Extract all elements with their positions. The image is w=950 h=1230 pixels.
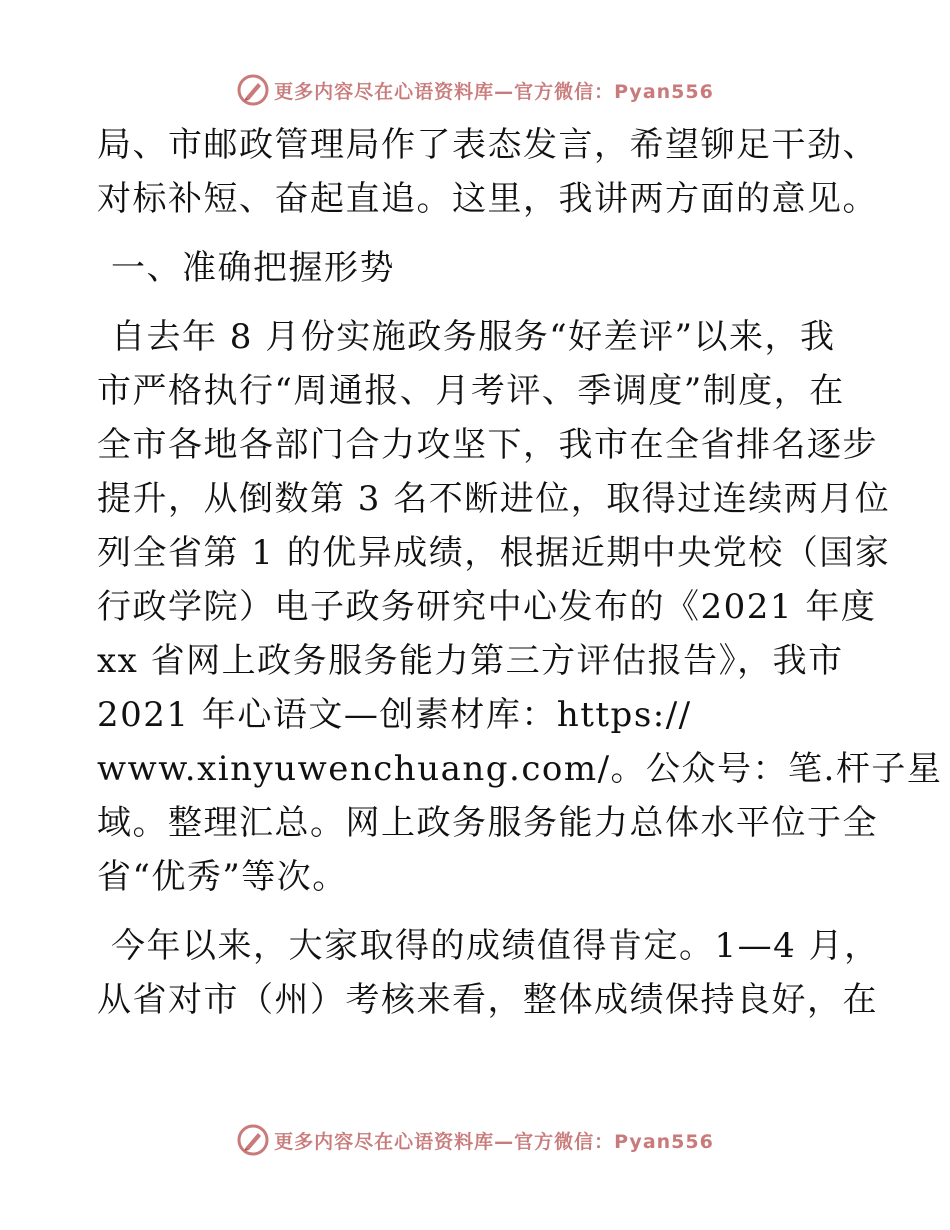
text-line: 域。整理汇总。网上政务服务能力总体水平位于全 bbox=[97, 803, 878, 843]
text-line: 提升，从倒数第 3 名不断进位，取得过连续两月位 bbox=[97, 479, 891, 519]
paragraph bbox=[97, 310, 943, 904]
text-line: 省“优秀”等次。 bbox=[97, 857, 348, 897]
text-line: 市严格执行“周通报、月考评、季调度”制度，在 bbox=[97, 371, 845, 411]
watermark-text: 更多内容尽在心语资料库—官方微信：Pyan556 bbox=[274, 1130, 714, 1153]
text-line: 全市各地各部门合力攻坚下，我市在全省排名逐步 bbox=[97, 425, 878, 465]
text-line: 行政学院）电子政务研究中心发布的《2021 年度 bbox=[97, 587, 877, 627]
text-line: 列全省第 1 的优异成绩，根据近期中央党校（国家 bbox=[97, 533, 891, 573]
paragraph bbox=[97, 919, 880, 1027]
text-line: 局、市邮政管理局作了表态发言，希望铆足干劲、 bbox=[97, 125, 878, 165]
paragraph bbox=[97, 118, 878, 226]
text-line: 对标补短、奋起直追。这里，我讲两方面的意见。 bbox=[97, 179, 878, 219]
text-line: 一、准确把握形势 bbox=[111, 248, 395, 288]
watermark-text: 更多内容尽在心语资料库—官方微信：Pyan556 bbox=[274, 80, 714, 103]
header-watermark-banner bbox=[0, 70, 950, 110]
text-line: 从省对市（州）考核来看，整体成绩保持良好，在 bbox=[97, 980, 878, 1020]
text-line: xx 省网上政务服务能力第三方评估报告》，我市 bbox=[97, 641, 844, 681]
pen-logo-icon bbox=[236, 1123, 270, 1157]
text-line: 2021 年心语文—创素材库：https:// bbox=[97, 695, 692, 735]
text-line: 今年以来，大家取得的成绩值得肯定。1—4 月， bbox=[111, 926, 880, 966]
pen-logo-icon bbox=[236, 73, 270, 107]
section-heading bbox=[97, 241, 857, 295]
text-line: 自去年 8 月份实施政务服务“好差评”以来，我 bbox=[111, 317, 836, 357]
footer-watermark-banner bbox=[0, 1120, 950, 1160]
document-body bbox=[97, 118, 943, 1027]
text-line: www.xinyuwenchuang.com/。公众号：笔.杆子星 bbox=[97, 749, 943, 789]
